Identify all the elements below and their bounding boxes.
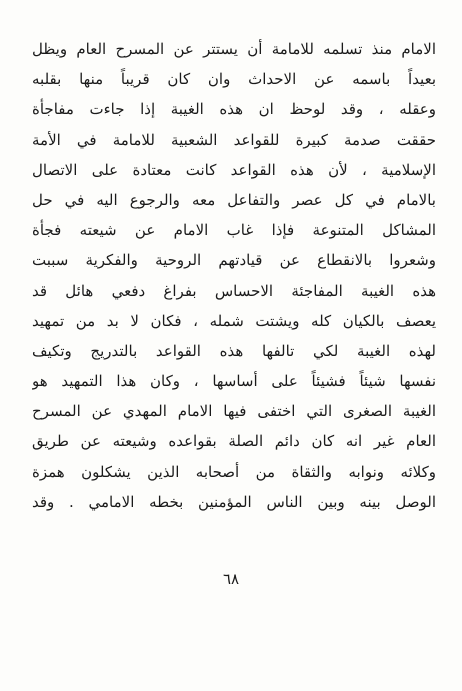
- text-line: الوصل بينه وبين الناس المؤمنين بخطه الامامي . وقد: [32, 492, 436, 511]
- text-line: الإسلامية ، لأن هذه القواعد كانت معتادة على الاتصال: [32, 160, 436, 179]
- page-number: ٦٨: [222, 570, 240, 588]
- text-line: هذه الغيبة المفاجئة الاحساس بفراغ دفعي هائل قد: [32, 281, 436, 300]
- text-line: بعيداً باسمه عن الاحداث وان كان قريباً منها بقلبه: [32, 70, 436, 89]
- text-line: وعقله ، وقد لوحظ ان هذه الغيبة إذا جاءت مفاجأة: [32, 100, 436, 119]
- text-line: يعصف بالكيان كله ويشتت شمله ، فكان لا بد من تمهيد: [32, 311, 436, 330]
- text-line: الامام منذ تسلمه للامامة أن يستتر عن المسرح العام ويظل: [32, 40, 436, 58]
- text-line: وكلائه ونوابه والثقاة من أصحابه الذين يشكلون همزة: [32, 462, 436, 481]
- text-line: الغيبة الصغرى التي اختفى فيها الامام المهدي عن المسرح: [32, 402, 436, 421]
- text-line: وشعروا بالانقطاع عن قيادتهم الروحية والفكرية سببت: [32, 251, 436, 270]
- text-line: لهذه الغيبة لكي تالفها هذه القواعد بالتدريج وتكيف: [32, 341, 436, 360]
- text-line: بالامام في كل عصر والتفاعل معه والرجوع اليه في حل: [32, 190, 436, 209]
- text-line: المشاكل المتنوعة فإذا غاب الامام عن شيعته فجأة: [32, 221, 436, 240]
- text-line: العام غير انه كان دائم الصلة بقواعده وشيعته عن طريق: [32, 432, 436, 451]
- body-text: [32, 34, 436, 517]
- text-line: نفسها شيئاً فشيئاً على أساسها ، وكان هذا التمهيد هو: [32, 372, 436, 391]
- text-line: حققت صدمة كبيرة للقواعد الشعبية للامامة في الأمة: [32, 130, 436, 149]
